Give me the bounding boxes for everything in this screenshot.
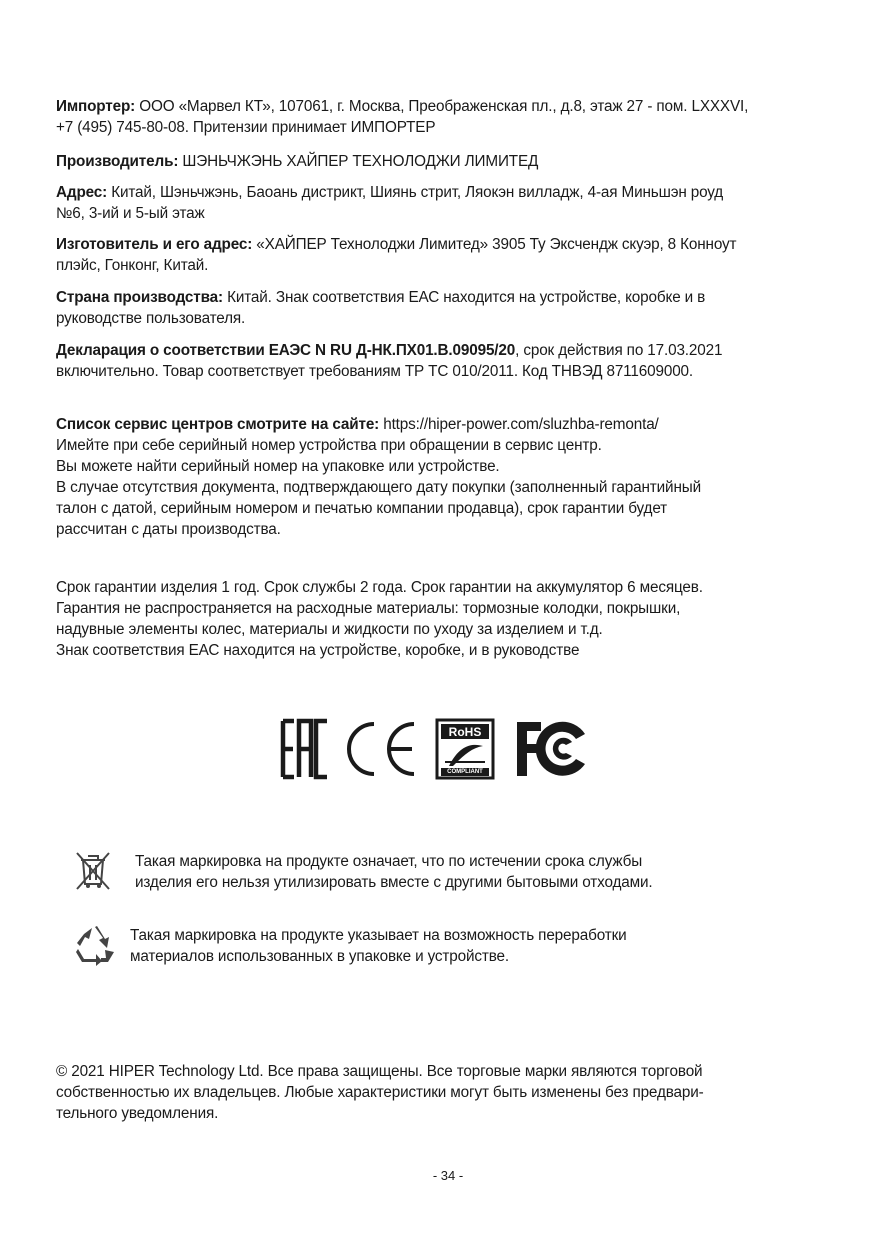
importer-block bbox=[56, 96, 846, 138]
maker-address-text-2: плэйс, Гонконг, Китай. bbox=[56, 257, 209, 274]
warranty-text-1: Срок гарантии изделия 1 год. Срок службы 2 года. Срок гарантии на аккумулятор 6 месяцев. bbox=[56, 579, 703, 596]
manufacturer-text: ШЭНЬЧЖЭНЬ ХАЙПЕР ТЕХНОЛОДЖИ ЛИМИТЕД bbox=[178, 153, 539, 170]
service-block bbox=[56, 414, 846, 540]
service-text-3: Вы можете найти серийный номер на упаковке или устройстве. bbox=[56, 458, 500, 475]
copyright-text-1: © 2021 HIPER Technology Ltd. Все права защищены. Все торговые марки являются торговой bbox=[56, 1063, 703, 1080]
service-text-2: Имейте при себе серийный номер устройства при обращении в сервис центр. bbox=[56, 437, 602, 454]
address-text: Китай, Шэньчжэнь, Баоань дистрикт, Шиянь стрит, Ляокэн вилладж, 4-ая Миньшэн роуд bbox=[107, 184, 724, 201]
recycle-text-1: Такая маркировка на продукте указывает на возможность переработки bbox=[130, 927, 627, 944]
address-text-2: №6, 3-ий и 5-ый этаж bbox=[56, 205, 205, 222]
service-url: https://hiper-power.com/sluzhba-remonta/ bbox=[379, 416, 659, 433]
manufacturer-block bbox=[56, 151, 846, 172]
declaration-label: Декларация о соответствии ЕАЭС N RU Д-НК.ПХ01.В.09095/20 bbox=[56, 342, 516, 359]
ce-mark-icon bbox=[342, 718, 422, 780]
country-block bbox=[56, 287, 846, 329]
service-text-4: В случае отсутствия документа, подтверждающего дату покупки (заполненный гарантийный bbox=[56, 479, 701, 496]
copyright-text-2: собственностью их владельцев. Любые характеристики могут быть изменены без предвари- bbox=[56, 1084, 704, 1101]
weee-text-1: Такая маркировка на продукте означает, что по истечении срока службы bbox=[135, 853, 643, 870]
address-block bbox=[56, 182, 846, 224]
copyright-text-3: тельного уведомления. bbox=[56, 1105, 219, 1122]
weee-text-block bbox=[135, 851, 653, 893]
importer-label: Импортер: bbox=[56, 98, 136, 115]
certification-logos bbox=[280, 718, 600, 788]
page-number: - 34 - bbox=[432, 1168, 464, 1183]
country-label: Страна производства: bbox=[56, 289, 223, 306]
importer-text: ООО «Марвел КТ», 107061, г. Москва, Преображенская пл., д.8, этаж 27 - пом. LXXXVI, bbox=[135, 98, 749, 115]
maker-address-text: «ХАЙПЕР Технолоджи Лимитед» 3905 Ту Эксчендж скуэр, 8 Конноут bbox=[252, 236, 737, 253]
warranty-text-3: надувные элементы колес, материалы и жидкости по уходу за изделием и т.д. bbox=[56, 621, 603, 638]
rohs-bottom-text: COMPLIANT bbox=[447, 769, 483, 775]
recycle-text-2: материалов использованных в упаковке и устройстве. bbox=[130, 948, 510, 965]
address-label: Адрес: bbox=[56, 184, 108, 201]
service-text-6: рассчитан с даты производства. bbox=[56, 521, 281, 538]
warranty-text-4: Знак соответствия ЕАС находится на устройстве, коробке, и в руководстве bbox=[56, 642, 580, 659]
service-text-5: талон с датой, серийным номером и печатью компании продавца), срок гарантии будет bbox=[56, 500, 668, 517]
manufacturer-label: Производитель: bbox=[56, 153, 179, 170]
eac-mark-icon bbox=[280, 718, 330, 780]
declaration-text-2: включительно. Товар соответствует требованиям ТР ТС 010/2011. Код ТНВЭД 8711609000. bbox=[56, 363, 694, 380]
declaration-block bbox=[56, 340, 846, 382]
importer-text-2: +7 (495) 745-80-08. Притензии принимает ИМПОРТЕР bbox=[56, 119, 436, 136]
weee-text-2: изделия его нельзя утилизировать вместе с другими бытовыми отходами. bbox=[135, 874, 653, 891]
recycle-icon bbox=[74, 924, 116, 966]
country-text: Китай. Знак соответствия ЕАС находится на устройстве, коробке и в bbox=[222, 289, 706, 306]
warranty-text-2: Гарантия не распространяется на расходные материалы: тормозные колодки, покрышки, bbox=[56, 600, 681, 617]
recycle-text-block bbox=[130, 925, 627, 967]
country-text-2: руководстве пользователя. bbox=[56, 310, 246, 327]
maker-address-block bbox=[56, 234, 846, 276]
crossed-bin-icon bbox=[74, 850, 112, 892]
maker-address-label: Изготовитель и его адрес: bbox=[56, 236, 253, 253]
warranty-block bbox=[56, 577, 846, 661]
service-label: Список сервис центров смотрите на сайте: bbox=[56, 416, 380, 433]
declaration-text: , срок действия по 17.03.2021 bbox=[515, 342, 723, 359]
fcc-mark-icon bbox=[515, 718, 589, 780]
copyright-block bbox=[56, 1061, 846, 1124]
rohs-top-text: RoHS bbox=[448, 725, 482, 739]
